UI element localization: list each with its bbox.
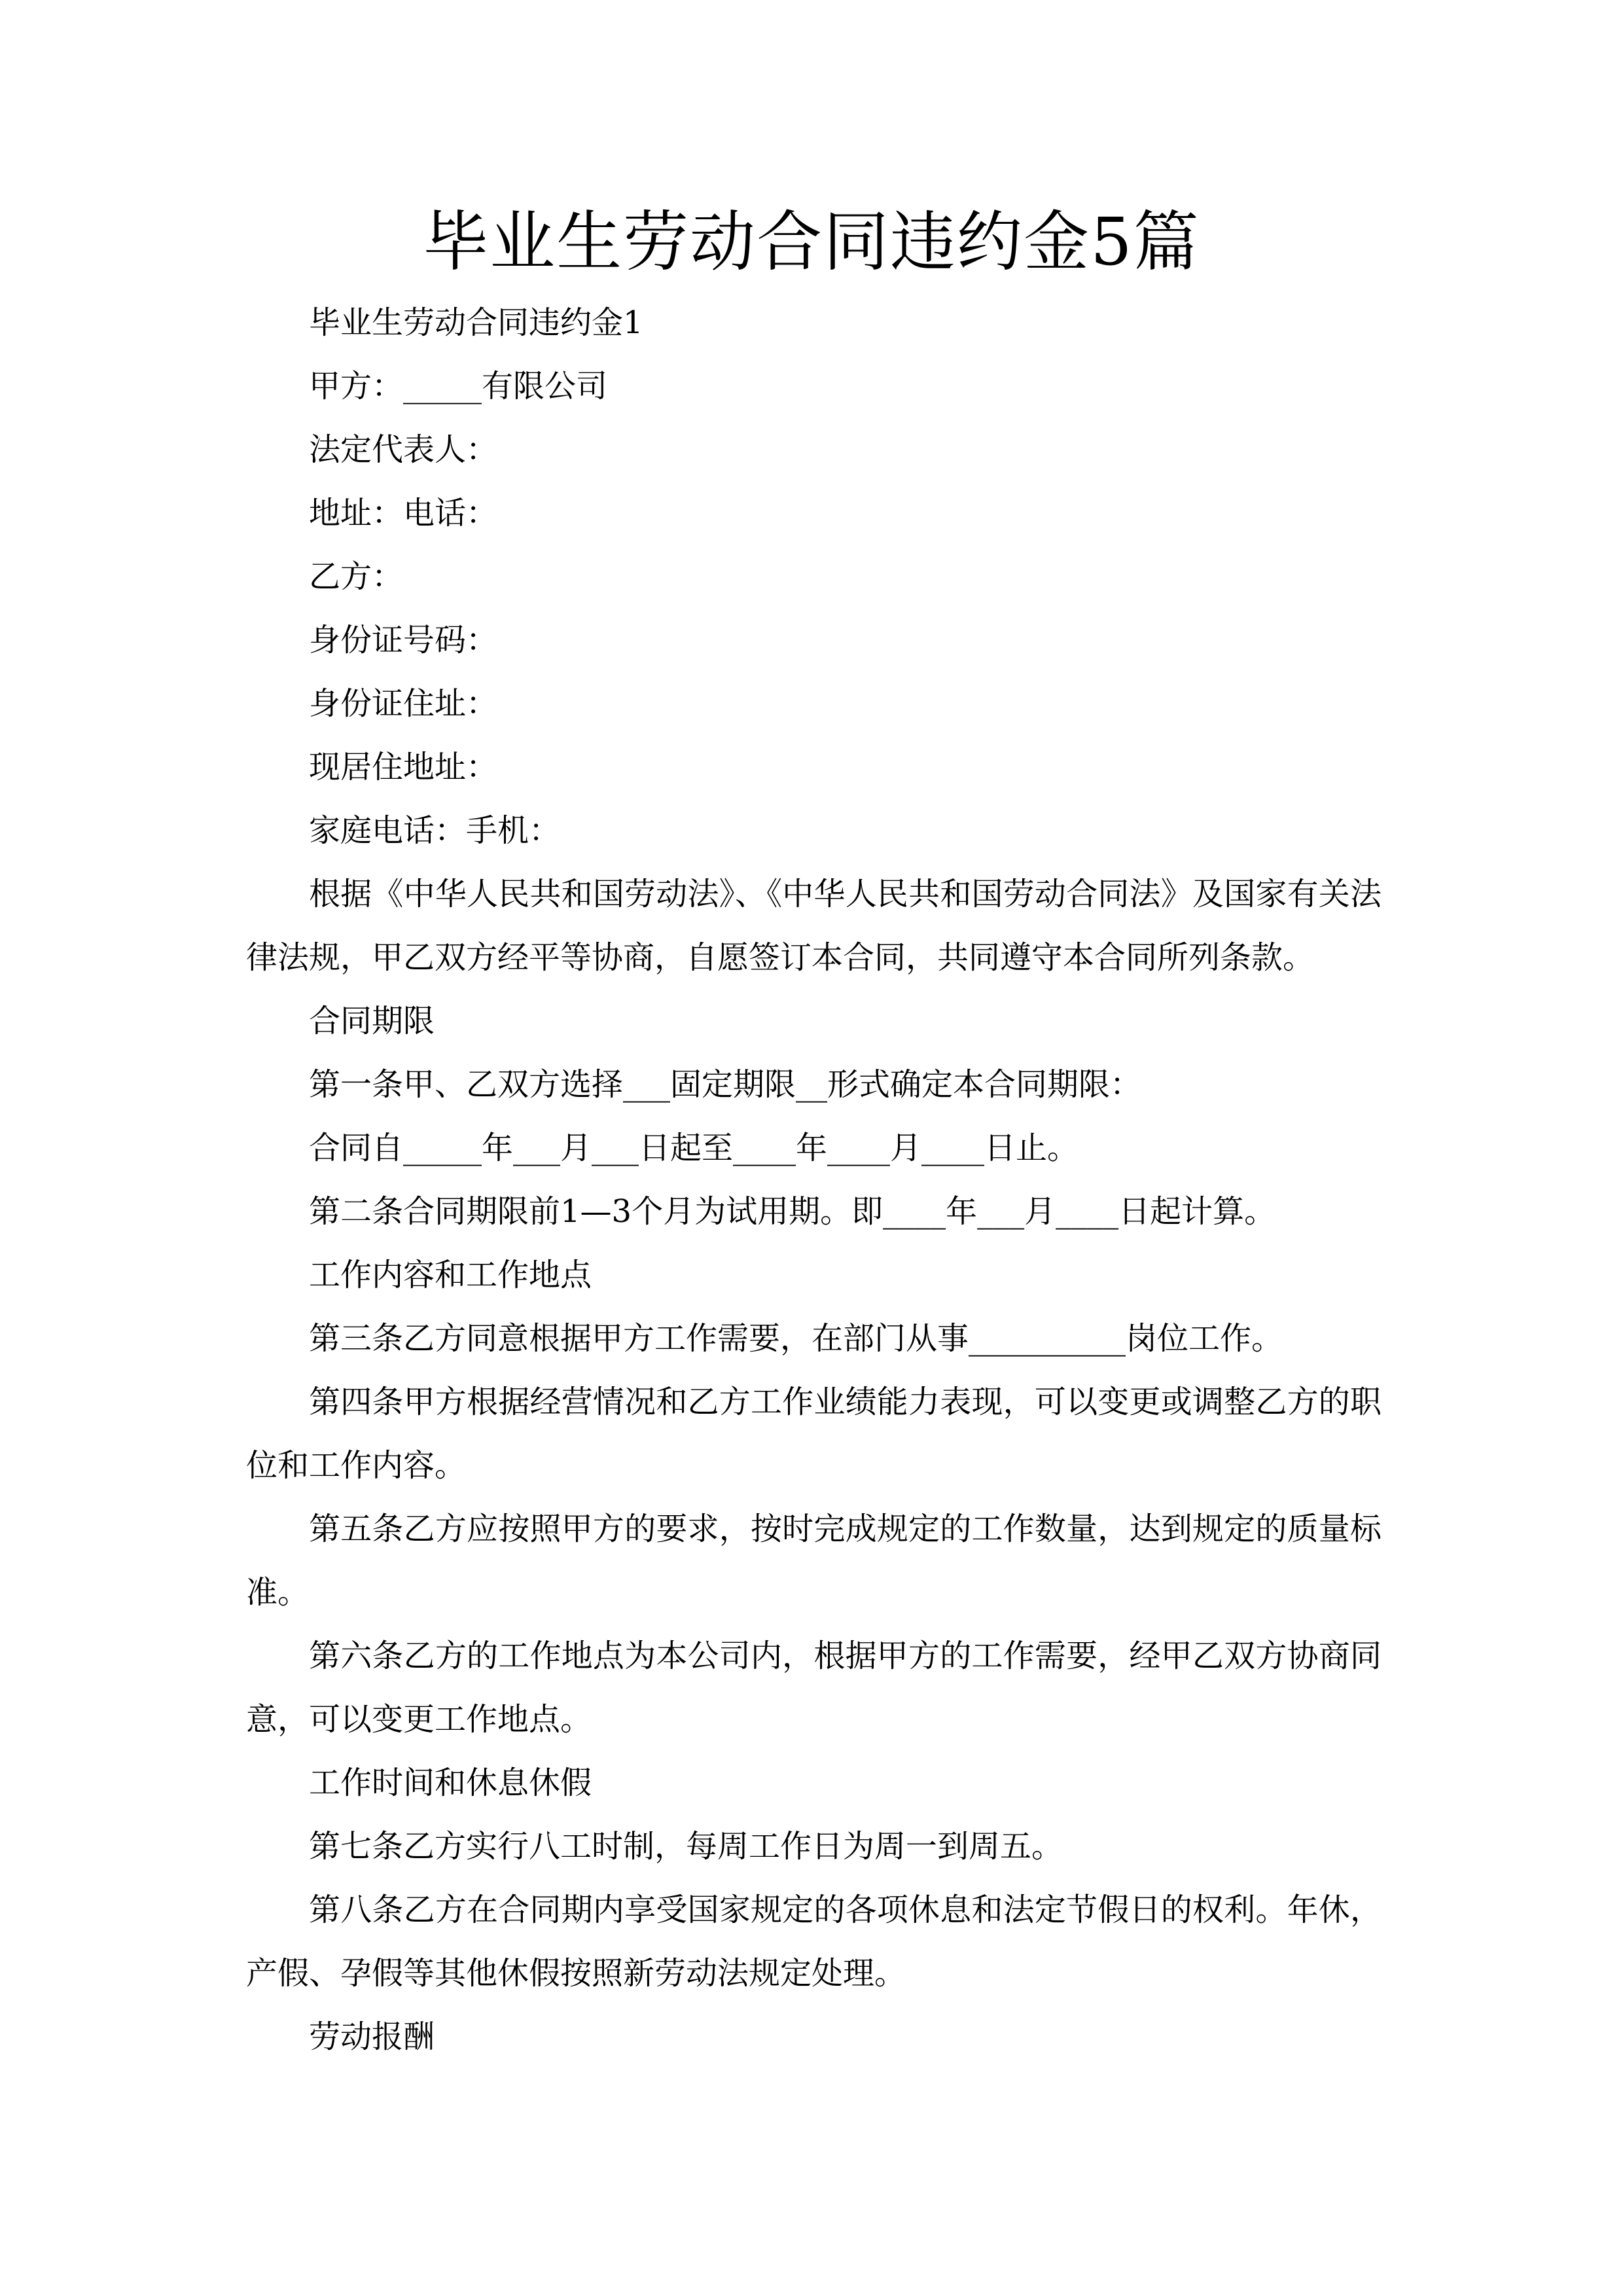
section-heading-remuneration: 劳动报酬 [309,2018,435,2055]
id-address-field: 身份证住址： [309,685,498,722]
id-number-field: 身份证号码： [309,622,498,658]
article-6: 第六条乙方的工作地点为本公司内，根据甲方的工作需要，经甲乙双方协商同意，可以变更工作地点。 [246,1638,1382,1738]
current-address-field: 现居住地址： [309,749,498,785]
article-7: 第七条乙方实行八工时制，每周工作日为周一到周五。 [309,1828,1063,1865]
section-heading-working-hours: 工作时间和休息休假 [309,1765,592,1801]
address-phone-field: 地址：电话： [309,495,498,531]
article-3: 第三条乙方同意根据甲方工作需要，在部门从事__________岗位工作。 [309,1320,1283,1357]
contract-dates-line: 合同自_____年___月___日起至____年____月____日止。 [309,1130,1079,1166]
section-heading-contract-1: 毕业生劳动合同违约金1 [309,304,643,341]
section-heading-contract-term: 合同期限 [309,1003,435,1039]
article-4: 第四条甲方根据经营情况和乙方工作业绩能力表现，可以变更或调整乙方的职位和工作内容。 [246,1384,1382,1484]
party-a-field: 甲方：_____有限公司 [309,368,608,404]
article-5: 第五条乙方应按照甲方的要求，按时完成规定的工作数量，达到规定的质量标准。 [246,1511,1382,1611]
section-heading-work-content: 工作内容和工作地点 [309,1257,592,1293]
document-body [246,291,1382,2069]
article-2: 第二条合同期限前1—3个月为试用期。即____年___月____日起计算。 [309,1193,1276,1230]
document-title: 毕业生劳动合同违约金5篇 [423,204,1200,280]
article-8: 第八条乙方在合同期内享受国家规定的各项休息和法定节假日的权利。年休，产假、孕假等其他休假按照新劳动法规定处理。 [246,1892,1382,1992]
legal-representative-field: 法定代表人： [309,431,498,468]
preamble-paragraph: 根据《中华人民共和国劳动法》、《中华人民共和国劳动合同法》及国家有关法律法规，甲乙双方经平等协商，自愿签订本合同，共同遵守本合同所列条款。 [246,876,1382,976]
home-mobile-phone-field: 家庭电话：手机： [309,812,561,849]
article-1: 第一条甲、乙双方选择___固定期限__形式确定本合同期限： [309,1066,1142,1103]
party-b-field: 乙方： [309,558,404,595]
